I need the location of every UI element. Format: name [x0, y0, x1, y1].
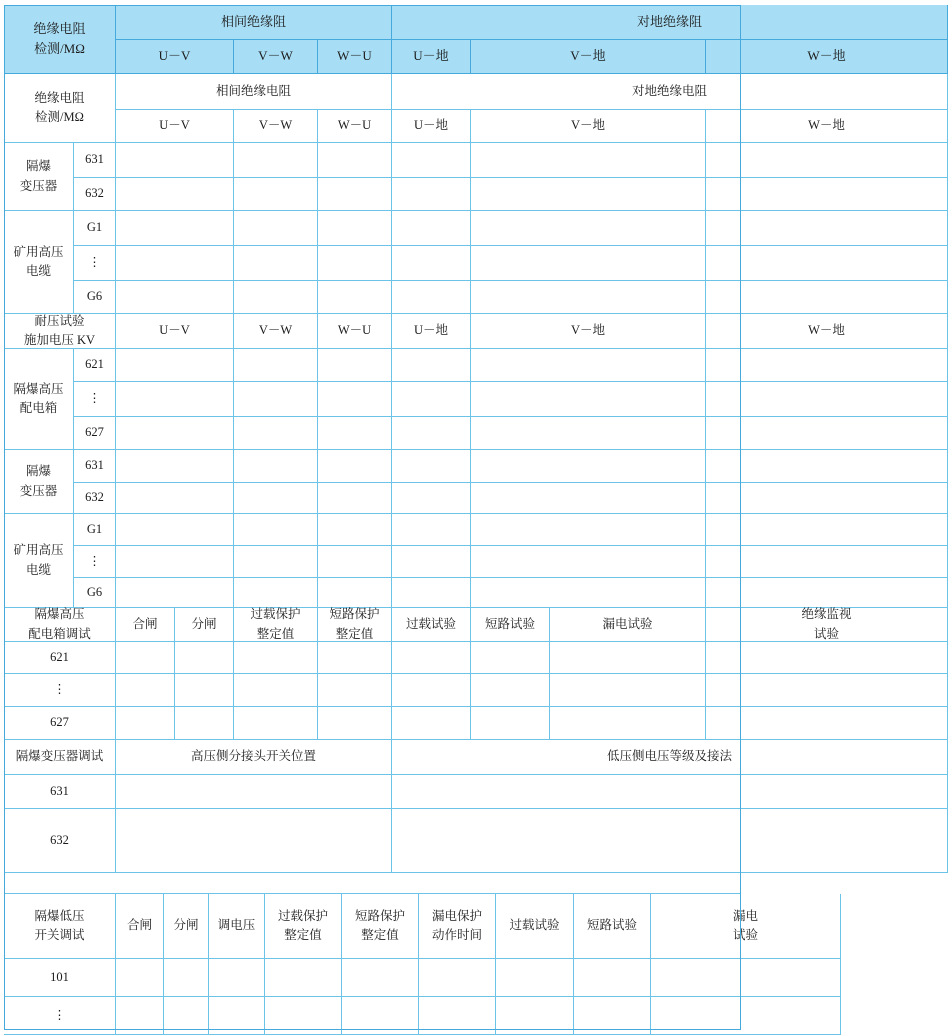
data-cell[interactable] [116, 281, 234, 314]
data-cell[interactable] [392, 775, 948, 809]
data-cell[interactable] [318, 143, 392, 178]
data-cell[interactable] [392, 707, 471, 740]
s3-col-leakage-test: 漏电试验 [550, 608, 706, 642]
data-cell[interactable] [234, 514, 318, 546]
data-cell[interactable] [318, 642, 392, 674]
data-cell[interactable] [574, 959, 651, 997]
data-cell[interactable] [651, 997, 841, 1035]
s1-col-u-ground: U－地 [392, 110, 471, 143]
s5-col-short-test: 短路试验 [574, 894, 651, 959]
s2-col-v-ground: V－地 [471, 314, 706, 349]
data-cell[interactable] [471, 674, 550, 707]
data-cell[interactable] [392, 546, 471, 578]
data-cell[interactable] [318, 674, 392, 707]
data-cell[interactable] [392, 514, 471, 546]
s2-id-632: 632 [74, 483, 116, 514]
data-cell[interactable] [471, 382, 706, 417]
data-cell[interactable] [342, 997, 419, 1035]
data-cell[interactable] [392, 143, 471, 178]
s3-col-insulation-monitor: 绝缘监视 试验 [706, 608, 948, 642]
s3-id-621: 621 [4, 642, 116, 674]
data-cell[interactable] [234, 178, 318, 211]
s1-phase-label: 相间绝缘电阻 [116, 74, 392, 110]
data-cell[interactable] [471, 349, 706, 382]
data-cell[interactable] [265, 997, 342, 1035]
data-cell[interactable] [392, 178, 471, 211]
data-cell[interactable] [550, 642, 706, 674]
data-cell[interactable] [116, 707, 175, 740]
data-cell[interactable] [471, 578, 706, 608]
data-cell[interactable] [234, 246, 318, 281]
data-cell[interactable] [116, 246, 234, 281]
data-cell[interactable] [116, 546, 234, 578]
data-cell[interactable] [318, 514, 392, 546]
data-cell[interactable] [342, 959, 419, 997]
s5-col-open: 分闸 [164, 894, 209, 959]
data-cell[interactable] [651, 959, 841, 997]
s1-col-vw: V－W [234, 110, 318, 143]
lv-switch-table [4, 893, 758, 1030]
data-cell[interactable] [706, 514, 948, 546]
s4-label: 隔爆变压器调试 [4, 740, 116, 775]
s3-col-short-setting: 短路保护 整定值 [318, 608, 392, 642]
data-cell[interactable] [175, 707, 234, 740]
s2-id-g6: G6 [74, 578, 116, 608]
s2-id-631: 631 [74, 450, 116, 483]
data-cell[interactable] [234, 281, 318, 314]
s2-hv-box-label: 隔爆高压 配电箱 [4, 349, 74, 450]
data-cell[interactable] [318, 546, 392, 578]
s2-measure-label: 耐压试验 施加电压 KV [4, 314, 116, 349]
data-cell[interactable] [496, 959, 574, 997]
data-cell[interactable] [706, 382, 948, 417]
s5-id-dots: ⋮ [4, 997, 116, 1035]
s1-ground-label: 对地绝缘电阻 [392, 74, 948, 110]
s1-measure-label: 绝缘电阻 检测/MΩ [4, 74, 116, 143]
data-cell[interactable] [706, 546, 948, 578]
header-measure-label: 绝缘电阻 检测/MΩ [4, 5, 116, 74]
data-cell[interactable] [706, 211, 948, 246]
data-cell[interactable] [471, 178, 706, 211]
data-cell[interactable] [550, 674, 706, 707]
header-col-uv: U－V [116, 40, 234, 74]
data-cell[interactable] [318, 349, 392, 382]
s5-label: 隔爆低压 开关调试 [4, 894, 116, 959]
s1-id-631: 631 [74, 143, 116, 178]
data-cell[interactable] [706, 178, 948, 211]
data-cell[interactable] [234, 382, 318, 417]
s4-lv-voltage-connection: 低压侧电压等级及接法 [392, 740, 948, 775]
data-cell[interactable] [706, 642, 948, 674]
data-cell[interactable] [471, 143, 706, 178]
data-cell[interactable] [318, 417, 392, 450]
s4-id-632: 632 [4, 809, 116, 873]
data-cell[interactable] [209, 959, 265, 997]
header-ground-insulation: 对地绝缘阻 [392, 5, 948, 40]
s2-col-u-ground: U－地 [392, 314, 471, 349]
data-cell[interactable] [706, 281, 948, 314]
header-phase-insulation: 相间绝缘阻 [116, 5, 392, 40]
s1-id-dots: ⋮ [74, 246, 116, 281]
s5-col-overload-setting: 过载保护 整定值 [265, 894, 342, 959]
data-cell[interactable] [471, 483, 706, 514]
data-cell[interactable] [116, 959, 164, 997]
s1-transformer-label: 隔爆 变压器 [4, 143, 74, 211]
s3-label: 隔爆高压 配电箱调试 [4, 608, 116, 642]
data-cell[interactable] [234, 707, 318, 740]
data-cell[interactable] [116, 775, 392, 809]
data-cell[interactable] [318, 211, 392, 246]
data-cell[interactable] [392, 809, 948, 873]
data-cell[interactable] [706, 450, 948, 483]
data-cell[interactable] [392, 450, 471, 483]
data-cell[interactable] [116, 382, 234, 417]
data-cell[interactable] [392, 483, 471, 514]
s1-col-uv: U－V [116, 110, 234, 143]
insulation-test-table [4, 5, 852, 1030]
data-cell[interactable] [550, 707, 706, 740]
data-cell[interactable] [116, 514, 234, 546]
data-cell[interactable] [116, 642, 175, 674]
data-cell[interactable] [496, 997, 574, 1035]
data-cell[interactable] [318, 178, 392, 211]
header-col-u-ground: U－地 [392, 40, 471, 74]
data-cell[interactable] [706, 417, 948, 450]
s4-id-631: 631 [4, 775, 116, 809]
data-cell[interactable] [209, 997, 265, 1035]
s5-col-close: 合闸 [116, 894, 164, 959]
data-cell[interactable] [392, 211, 471, 246]
data-cell[interactable] [164, 959, 209, 997]
data-cell[interactable] [234, 417, 318, 450]
s3-col-open: 分闸 [175, 608, 234, 642]
s4-hv-tap-position: 高压侧分接头开关位置 [116, 740, 392, 775]
data-cell[interactable] [234, 546, 318, 578]
data-cell[interactable] [318, 483, 392, 514]
s1-id-632: 632 [74, 178, 116, 211]
data-cell[interactable] [234, 674, 318, 707]
data-cell[interactable] [706, 674, 948, 707]
data-cell[interactable] [116, 349, 234, 382]
s2-col-uv: U－V [116, 314, 234, 349]
data-cell[interactable] [234, 642, 318, 674]
data-cell[interactable] [234, 349, 318, 382]
s2-cable-label: 矿用高压 电缆 [4, 514, 74, 608]
data-cell[interactable] [234, 211, 318, 246]
data-cell[interactable] [234, 578, 318, 608]
data-cell[interactable] [706, 707, 948, 740]
data-cell[interactable] [471, 546, 706, 578]
s5-col-short-setting: 短路保护 整定值 [342, 894, 419, 959]
s1-col-wu: W－U [318, 110, 392, 143]
data-cell[interactable] [234, 450, 318, 483]
s2-col-vw: V－W [234, 314, 318, 349]
data-cell[interactable] [471, 281, 706, 314]
data-cell[interactable] [175, 674, 234, 707]
s2-col-wu: W－U [318, 314, 392, 349]
s5-col-leakage-test: 漏电 试验 [651, 894, 841, 959]
data-cell[interactable] [471, 642, 550, 674]
s5-col-voltage-adjust: 调电压 [209, 894, 265, 959]
s3-col-close: 合闸 [116, 608, 175, 642]
s2-id-dots-cable: ⋮ [74, 546, 116, 578]
data-cell[interactable] [234, 143, 318, 178]
data-cell[interactable] [175, 642, 234, 674]
data-cell[interactable] [392, 382, 471, 417]
data-cell[interactable] [318, 578, 392, 608]
s2-col-w-ground: W－地 [706, 314, 948, 349]
s3-id-627: 627 [4, 707, 116, 740]
data-cell[interactable] [706, 143, 948, 178]
data-cell[interactable] [706, 483, 948, 514]
data-cell[interactable] [392, 246, 471, 281]
data-cell[interactable] [471, 707, 550, 740]
data-cell[interactable] [471, 450, 706, 483]
data-cell[interactable] [706, 349, 948, 382]
s2-id-621: 621 [74, 349, 116, 382]
s3-id-dots: ⋮ [4, 674, 116, 707]
data-cell[interactable] [419, 997, 496, 1035]
data-cell[interactable] [318, 382, 392, 417]
data-cell[interactable] [392, 642, 471, 674]
stray-rule [620, 280, 724, 281]
data-cell[interactable] [706, 246, 948, 281]
data-cell[interactable] [318, 450, 392, 483]
s1-id-g1: G1 [74, 211, 116, 246]
s1-id-g6: G6 [74, 281, 116, 314]
s1-col-w-ground: W－地 [706, 110, 948, 143]
data-cell[interactable] [392, 417, 471, 450]
header-col-v-ground: V－地 [471, 40, 706, 74]
data-cell[interactable] [392, 674, 471, 707]
s2-id-g1: G1 [74, 514, 116, 546]
s1-col-v-ground: V－地 [471, 110, 706, 143]
data-cell[interactable] [318, 246, 392, 281]
data-cell[interactable] [574, 997, 651, 1035]
s2-id-627: 627 [74, 417, 116, 450]
header-col-vw: V－W [234, 40, 318, 74]
header-col-w-ground: W－地 [706, 40, 948, 74]
data-cell[interactable] [471, 417, 706, 450]
data-cell[interactable] [392, 349, 471, 382]
data-cell[interactable] [116, 483, 234, 514]
s3-col-short-test: 短路试验 [471, 608, 550, 642]
data-cell[interactable] [419, 959, 496, 997]
s2-id-dots: ⋮ [74, 382, 116, 417]
s3-col-overload-setting: 过载保护 整定值 [234, 608, 318, 642]
data-cell[interactable] [116, 997, 164, 1035]
s5-col-overload-test: 过载试验 [496, 894, 574, 959]
data-cell[interactable] [392, 281, 471, 314]
data-cell[interactable] [116, 178, 234, 211]
header-col-wu: W－U [318, 40, 392, 74]
data-cell[interactable] [116, 143, 234, 178]
data-cell[interactable] [706, 578, 948, 608]
s1-cable-label: 矿用高压 电缆 [4, 211, 74, 314]
data-cell[interactable] [392, 578, 471, 608]
s5-col-leakage-time: 漏电保护 动作时间 [419, 894, 496, 959]
data-cell[interactable] [318, 707, 392, 740]
data-cell[interactable] [164, 997, 209, 1035]
s2-transformer-label: 隔爆 变压器 [4, 450, 74, 514]
data-cell[interactable] [234, 483, 318, 514]
data-cell[interactable] [116, 578, 234, 608]
data-cell[interactable] [116, 211, 234, 246]
data-cell[interactable] [471, 514, 706, 546]
data-cell[interactable] [116, 809, 392, 873]
data-cell[interactable] [116, 450, 234, 483]
data-cell[interactable] [318, 281, 392, 314]
data-cell[interactable] [471, 211, 706, 246]
data-cell[interactable] [265, 959, 342, 997]
data-cell[interactable] [471, 246, 706, 281]
data-cell[interactable] [116, 674, 175, 707]
data-cell[interactable] [116, 417, 234, 450]
s5-id-101: 101 [4, 959, 116, 997]
s3-col-overload-test: 过载试验 [392, 608, 471, 642]
